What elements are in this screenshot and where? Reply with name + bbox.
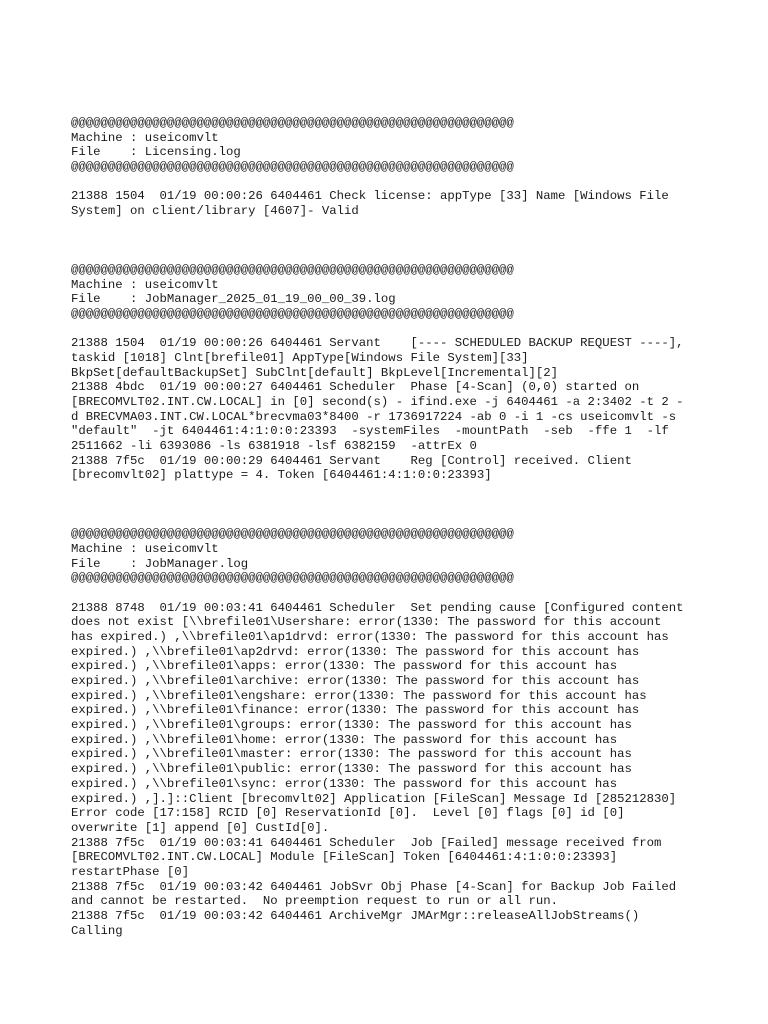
log-line: d BRECVMA03.INT.CW.LOCAL*brecvma03*8400 -r 1736917224 -ab 0 -i 1 -cs useicomvlt -s: [71, 409, 677, 424]
log-line: 2511662 -li 6393086 -ls 6381918 -lsf 6382159 -attrEx 0: [71, 439, 477, 454]
log-line: "default" -jt 6404461:4:1:0:0:23393 -systemFiles -mountPath -seb -ffe 1 -lf: [71, 424, 669, 439]
log-line: expired.) ,\\brefile01\engshare: error(1330: The password for this account has: [71, 688, 647, 703]
log-line: has expired.) ,\\brefile01\ap1drvd: error(1330: The password for this account has: [71, 629, 669, 644]
log-document: [71, 116, 711, 938]
log-line: [brecomvlt02] plattype = 4. Token [6404461:4:1:0:0:23393]: [71, 468, 492, 483]
log-entries: [71, 336, 711, 483]
log-entries: [71, 601, 711, 939]
log-line: System] on client/library [4607]- Valid: [71, 204, 359, 219]
header-line: @@@@@@@@@@@@@@@@@@@@@@@@@@@@@@@@@@@@@@@@@@@@@@@@@@@@@@@@@@@@: [71, 116, 514, 130]
header-line: @@@@@@@@@@@@@@@@@@@@@@@@@@@@@@@@@@@@@@@@@@@@@@@@@@@@@@@@@@@@: [71, 160, 514, 175]
log-line: 21388 4bdc 01/19 00:00:27 6404461 Scheduler Phase [4-Scan] (0,0) started on: [71, 380, 640, 395]
log-line: does not exist [\\brefile01\Usershare: error(1330: The password for this account: [71, 615, 662, 630]
log-line: expired.) ,\\brefile01\archive: error(1330: The password for this account has: [71, 674, 640, 688]
header-line: Machine : useicomvlt: [71, 130, 219, 145]
log-file-header: [71, 263, 711, 322]
log-section: [71, 263, 711, 483]
log-line: 21388 7f5c 01/19 00:03:42 6404461 ArchiveMgr JMArMgr::releaseAllJobStreams(): [71, 909, 640, 923]
log-line: 21388 7f5c 01/19 00:03:41 6404461 Scheduler Job [Failed] message received from: [71, 835, 662, 850]
log-line: Error code [17:158] RCID [0] ReservationId [0]. Level [0] flags [0] id [0]: [71, 806, 625, 821]
log-section: [71, 116, 711, 219]
log-line: [BRECOMVLT02.INT.CW.LOCAL] Module [FileScan] Token [6404461:4:1:0:0:23393]: [71, 850, 618, 865]
log-line: expired.) ,\\brefile01\sync: error(1330: The password for this account has: [71, 776, 618, 791]
header-line: @@@@@@@@@@@@@@@@@@@@@@@@@@@@@@@@@@@@@@@@@@@@@@@@@@@@@@@@@@@@: [71, 306, 514, 321]
log-line: [BRECOMVLT02.INT.CW.LOCAL] in [0] second(s) - ifind.exe -j 6404461 -a 2:3402 -t 2 -: [71, 395, 684, 409]
log-line: expired.) ,\\brefile01\master: error(1330: The password for this account has: [71, 747, 632, 762]
log-line: Calling: [71, 923, 123, 938]
log-line: BkpSet[defaultBackupSet] SubClnt[default] BkpLevel[Incremental][2]: [71, 365, 559, 380]
header-line: File : JobManager.log: [71, 556, 249, 571]
log-entries: [71, 189, 711, 218]
log-file-header: [71, 116, 711, 175]
log-line: restartPhase [0]: [71, 864, 190, 879]
log-line: expired.) ,\\brefile01\finance: error(1330: The password for this account has: [71, 703, 640, 718]
log-line: expired.) ,\\brefile01\groups: error(1330: The password for this account has: [71, 718, 632, 733]
log-line: 21388 7f5c 01/19 00:03:42 6404461 JobSvr Obj Phase [4-Scan] for Backup Job Failed: [71, 879, 677, 894]
log-line: expired.) ,\\brefile01\ap2drvd: error(1330: The password for this account has: [71, 644, 640, 659]
log-line: 21388 8748 01/19 00:03:41 6404461 Scheduler Set pending cause [Configured content: [71, 600, 684, 615]
log-line: and cannot be restarted. No preemption request to run or all run.: [71, 894, 559, 909]
log-file-header: [71, 527, 711, 586]
header-line: Machine : useicomvlt: [71, 277, 219, 292]
log-line: expired.) ,\\brefile01\public: error(1330: The password for this account has: [71, 762, 632, 777]
header-line: @@@@@@@@@@@@@@@@@@@@@@@@@@@@@@@@@@@@@@@@@@@@@@@@@@@@@@@@@@@@: [71, 571, 514, 586]
log-line: expired.) ,\\brefile01\home: error(1330: The password for this account has: [71, 732, 618, 747]
log-line: expired.) ,\\brefile01\apps: error(1330: The password for this account has: [71, 659, 618, 674]
log-line: 21388 1504 01/19 00:00:26 6404461 Servant [---- SCHEDULED BACKUP REQUEST ----],: [71, 336, 684, 351]
log-section: [71, 527, 711, 938]
header-line: File : JobManager_2025_01_19_00_00_39.log: [71, 292, 396, 307]
log-line: 21388 1504 01/19 00:00:26 6404461 Check license: appType [33] Name [Windows File: [71, 189, 669, 204]
header-line: Machine : useicomvlt: [71, 541, 219, 556]
header-line: @@@@@@@@@@@@@@@@@@@@@@@@@@@@@@@@@@@@@@@@@@@@@@@@@@@@@@@@@@@@: [71, 527, 514, 542]
header-line: File : Licensing.log: [71, 145, 241, 160]
log-line: 21388 7f5c 01/19 00:00:29 6404461 Servant Reg [Control] received. Client: [71, 453, 632, 468]
log-line: expired.) ,].]::Client [brecomvlt02] Application [FileScan] Message Id [285212830]: [71, 791, 677, 806]
header-line: @@@@@@@@@@@@@@@@@@@@@@@@@@@@@@@@@@@@@@@@@@@@@@@@@@@@@@@@@@@@: [71, 262, 514, 277]
log-line: overwrite [1] append [0] CustId[0].: [71, 820, 330, 835]
log-line: taskid [1018] Clnt[brefile01] AppType[Windows File System][33]: [71, 350, 529, 365]
